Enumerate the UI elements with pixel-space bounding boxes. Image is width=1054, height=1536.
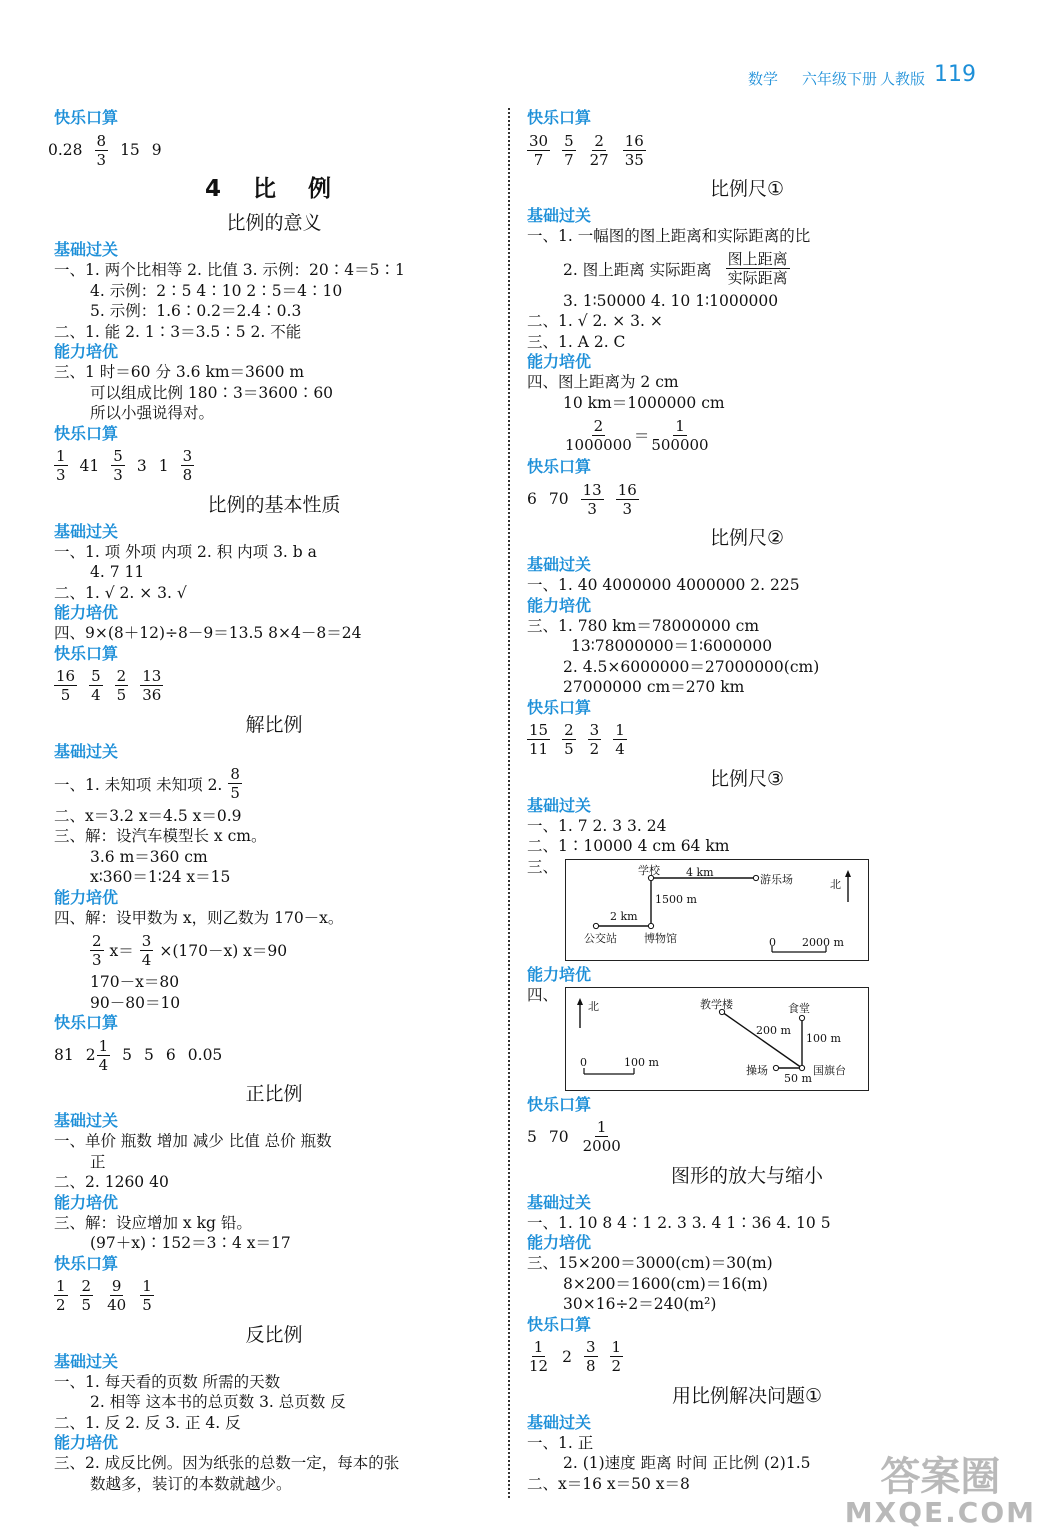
- watermark-logo: 答案圈 MXQE.COM: [844, 1454, 1036, 1529]
- section-title: 用比例解决问题①: [671, 1384, 823, 1407]
- section-label: 快乐口算: [54, 423, 119, 443]
- answer-line: 二、x＝3.2 x＝4.5 x＝0.9: [54, 806, 242, 825]
- answer-line: 一、1. 正: [527, 1433, 594, 1452]
- fraction: 1 5: [142, 1277, 152, 1314]
- answer-line: 一、1. 一幅图的图上距离和实际距离的比: [527, 227, 811, 245]
- answer-line: 三、解：设汽车模型长 x cm。: [54, 827, 267, 845]
- section-label: 基础过关: [527, 1412, 592, 1432]
- left-column: [48, 108, 494, 1494]
- answer-line: 一、单价 瓶数 增加 减少 比值 总价 瓶数: [54, 1132, 332, 1150]
- fraction: 3 8: [182, 447, 193, 484]
- answer-line: 3.6 m＝360 cm: [90, 847, 208, 866]
- route-map-1: 学校 4 km 游乐场 北 1500 m 2 km 公交站 博物馆 0 2000 m: [565, 859, 869, 961]
- fraction: 1 500000: [651, 416, 709, 454]
- section-label: 能力培优: [54, 887, 119, 907]
- answer-line: 2. 4.5×6000000＝27000000(cm): [563, 657, 820, 676]
- fraction: 2 3: [92, 931, 102, 969]
- section-title: 解比例: [245, 713, 303, 736]
- section-title: 比例尺③: [709, 767, 785, 790]
- section-label: 能力培优: [54, 1192, 119, 1212]
- right-column: [527, 108, 967, 1494]
- answer-line: 三、1. A 2. C: [527, 332, 626, 351]
- answer-line: 30×16÷2＝240(m²): [563, 1295, 717, 1313]
- section-label: 快乐口算: [527, 457, 592, 476]
- fraction: 图上距离 实际距离: [727, 250, 788, 287]
- answer-line: 3. 1∶50000 4. 10 1∶1000000: [563, 291, 779, 310]
- section-label: 快乐口算: [527, 697, 592, 717]
- answer-row: [54, 1274, 494, 1318]
- answer-line: 三、1 时＝60 分 3.6 km＝3600 m: [54, 363, 305, 381]
- answer-line: 4. 示例：2∶5 4∶10 2∶5＝4∶10: [90, 281, 343, 300]
- fraction: 5 3: [113, 447, 123, 484]
- answer-row: [54, 664, 494, 708]
- answer-line: 5. 示例：1.6∶0.2＝2.4∶0.3: [90, 302, 302, 320]
- fraction: 16 35: [624, 131, 644, 169]
- map-question-four: 四、 北 教学楼 食堂 200 m 100 m 操场 50 m 国旗台 0 100 m: [527, 985, 967, 1095]
- section-title: 反比例: [245, 1323, 303, 1346]
- section-label: 基础过关: [527, 1192, 592, 1212]
- answer-line: 2. 相等 这本书的总页数 3. 总页数 反: [90, 1393, 346, 1411]
- fraction: 2 5: [116, 667, 127, 704]
- section-label: 基础过关: [527, 795, 592, 815]
- answer-row: [527, 128, 967, 172]
- fraction: 5 4: [91, 667, 101, 704]
- section-label: 基础过关: [54, 741, 119, 761]
- answer-line: 一、1. 两个比相等 2. 比值 3. 示例：20∶4＝5∶1: [54, 261, 405, 279]
- fraction: 8 3: [96, 131, 107, 169]
- answer-row: 2 3 x＝ $\frac{3}{4}$ ×(170－x) x＝90: [92, 931, 288, 969]
- section-label: 快乐口算: [527, 1094, 592, 1114]
- section-label: 能力培优: [527, 964, 592, 984]
- answer-line: 二、x＝16 x＝50 x＝8: [527, 1474, 690, 1493]
- section-label: 快乐口算: [527, 108, 592, 127]
- fraction: 15 11: [529, 721, 549, 758]
- answer-row: 1 12 2 3 8 1 2: [529, 1338, 622, 1375]
- fraction: 1 3: [56, 447, 66, 484]
- answer-row: 2 1000000 ＝ 1 500000: [565, 416, 709, 454]
- fraction: 1 2000: [582, 1118, 621, 1155]
- section-label: 能力培优: [527, 352, 592, 371]
- answer-line: 13∶78000000＝1∶6000000: [571, 637, 773, 655]
- section-label: 能力培优: [54, 603, 119, 622]
- section-label: 快乐口算: [54, 1013, 119, 1032]
- answer-line: x∶360＝1∶24 x＝15: [90, 868, 231, 886]
- answer-line: 一、1. 10 8 4∶1 2. 3 3. 4 1∶36 4. 10 5: [527, 1213, 831, 1232]
- section-label: 基础过关: [527, 206, 592, 225]
- fraction: 1 2: [611, 1338, 622, 1375]
- answer-line: 170－x＝80: [90, 973, 180, 991]
- answer-line: 数越多，装订的本数就越少。: [90, 1474, 292, 1493]
- route-map-2: 北 教学楼 食堂 200 m 100 m 操场 50 m 国旗台 0 100 m: [565, 987, 869, 1091]
- header-edition: 人教版: [880, 70, 926, 88]
- answer-line: 所以小强说得对。: [90, 404, 215, 422]
- fraction: 13 3: [582, 480, 602, 518]
- answer-line: 二、2. 1260 40: [54, 1173, 169, 1191]
- answer-line: 二、1. 反 2. 反 3. 正 4. 反: [54, 1413, 241, 1432]
- header-grade: 六年级下册: [802, 70, 878, 88]
- answer-row: 1 3 41 5 3 3 1 3 8: [56, 447, 193, 484]
- answer-line: 一、1. 7 2. 3 3. 24: [527, 816, 667, 835]
- answer-line: 三、2. 成反比例。因为纸张的总数一定，每本的张: [54, 1454, 400, 1472]
- fraction: 2 5: [81, 1277, 92, 1314]
- fraction: 1 12: [529, 1338, 549, 1375]
- answer-row: [527, 718, 967, 762]
- answer-line: 三、15×200＝3000(cm)＝30(m): [527, 1254, 773, 1272]
- section-title: 正比例: [245, 1083, 303, 1105]
- answer-line: 三、1. 780 km＝78000000 cm: [527, 616, 760, 635]
- answer-row: 2. 图上距离 实际距离 图上距离 实际距离: [563, 250, 788, 287]
- section-title: 图形的放大与缩小: [670, 1164, 823, 1187]
- section-label: 快乐口算: [54, 643, 119, 663]
- fraction: 16 5: [56, 667, 76, 704]
- answer-line: 四、解：设甲数为 x，则乙数为 170－x。: [54, 908, 344, 927]
- section-title: 比例的基本性质: [207, 493, 341, 516]
- answer-line: (97＋x)∶152＝3∶4 x＝17: [90, 1234, 291, 1252]
- fraction: 2 27: [589, 131, 609, 169]
- answer-line: 二、1. 能 2. 1∶3＝3.5∶5 2. 不能: [54, 322, 302, 341]
- page-number: 119: [934, 62, 976, 87]
- answer-line: 正: [90, 1152, 106, 1171]
- answer-line: 二、1. √ 2. × 3. √: [54, 583, 187, 602]
- answer-row: 81 2 1 4 5 5 6 0.05: [54, 1036, 223, 1074]
- answer-line: 一、1. 40 4000000 4000000 2. 225: [527, 576, 800, 594]
- fraction: 3 8: [585, 1338, 596, 1375]
- answer-row: 6 70 13 3 16 3: [527, 480, 637, 518]
- section-label: 快乐口算: [54, 1253, 119, 1273]
- answer-line: 二、1∶10000 4 cm 64 km: [527, 837, 730, 855]
- section-label: 基础过关: [54, 1351, 119, 1371]
- answer-row: 5 70 1 2000: [527, 1118, 621, 1155]
- answer-line: 4. 7 11: [90, 563, 145, 581]
- fraction: $\frac{3}{4}$: [141, 931, 152, 969]
- section-label: 能力培优: [54, 342, 119, 361]
- header-subject: 数学: [748, 70, 779, 88]
- answer-line: 8×200＝1600(cm)＝16(m): [563, 1274, 768, 1293]
- answer-line: 2. (1)速度 距离 时间 正比例 (2)1.5: [563, 1454, 811, 1472]
- answer-row: 一、1. 未知项 未知项 2. 8 5: [54, 765, 240, 802]
- map-question-three: 三、 学校 4 km 游乐场 北 1500 m 2 km 公交站 博物馆 0 2000 m: [527, 857, 967, 965]
- answer-line: 四、9×(8＋12)÷8－9＝13.5 8×4－8＝24: [54, 624, 362, 642]
- answer-line: 90－80＝10: [90, 993, 181, 1012]
- answer-line: 四、图上距离为 2 cm: [527, 373, 679, 391]
- fraction: 1 4: [615, 721, 625, 758]
- answer-line: 二、1. √ 2. × 3. ×: [527, 312, 663, 330]
- section-label: 能力培优: [54, 1433, 119, 1452]
- fraction: 1 4: [98, 1036, 109, 1074]
- chapter-title: 4 比 例: [204, 176, 344, 202]
- fraction: 5 7: [564, 131, 574, 169]
- section-label: 能力培优: [527, 595, 592, 615]
- section-title: 比例的意义: [226, 212, 322, 234]
- answer-line: 一、1. 项 外项 内项 2. 积 内项 3. b a: [54, 542, 317, 561]
- section-label: 能力培优: [527, 1233, 592, 1252]
- section-title: 比例尺②: [709, 527, 785, 549]
- fraction: 3 2: [589, 721, 600, 758]
- section-label: 基础过关: [54, 521, 119, 541]
- answer-line: 一、1. 每天看的页数 所需的天数: [54, 1372, 281, 1391]
- fraction: 9 40: [107, 1277, 127, 1314]
- fraction: 2 1000000: [565, 416, 632, 454]
- page-header: [748, 62, 988, 90]
- section-label: 基础过关: [54, 240, 119, 259]
- answer-row: 0.28 8 3 15 9: [48, 131, 162, 169]
- column-divider: [508, 108, 510, 1498]
- fraction: 2 5: [564, 721, 574, 758]
- section-label: 基础过关: [54, 1111, 119, 1130]
- section-title: 比例尺①: [709, 178, 785, 200]
- answer-line: 10 km＝1000000 cm: [563, 393, 725, 412]
- fraction: 16 3: [617, 480, 637, 518]
- fraction: 8 5: [230, 765, 240, 802]
- answer-line: 可以组成比例 180∶3＝3600∶60: [90, 383, 334, 402]
- answer-line: 27000000 cm＝270 km: [563, 678, 745, 696]
- fraction: 30 7: [529, 131, 549, 169]
- fraction: 1 2: [56, 1277, 66, 1314]
- fraction: 13 36: [142, 667, 162, 704]
- section-label: 快乐口算: [54, 108, 119, 127]
- section-label: 快乐口算: [527, 1314, 592, 1334]
- section-label: 基础过关: [527, 555, 592, 574]
- answer-line: 三、解：设应增加 x kg 铅。: [54, 1213, 252, 1232]
